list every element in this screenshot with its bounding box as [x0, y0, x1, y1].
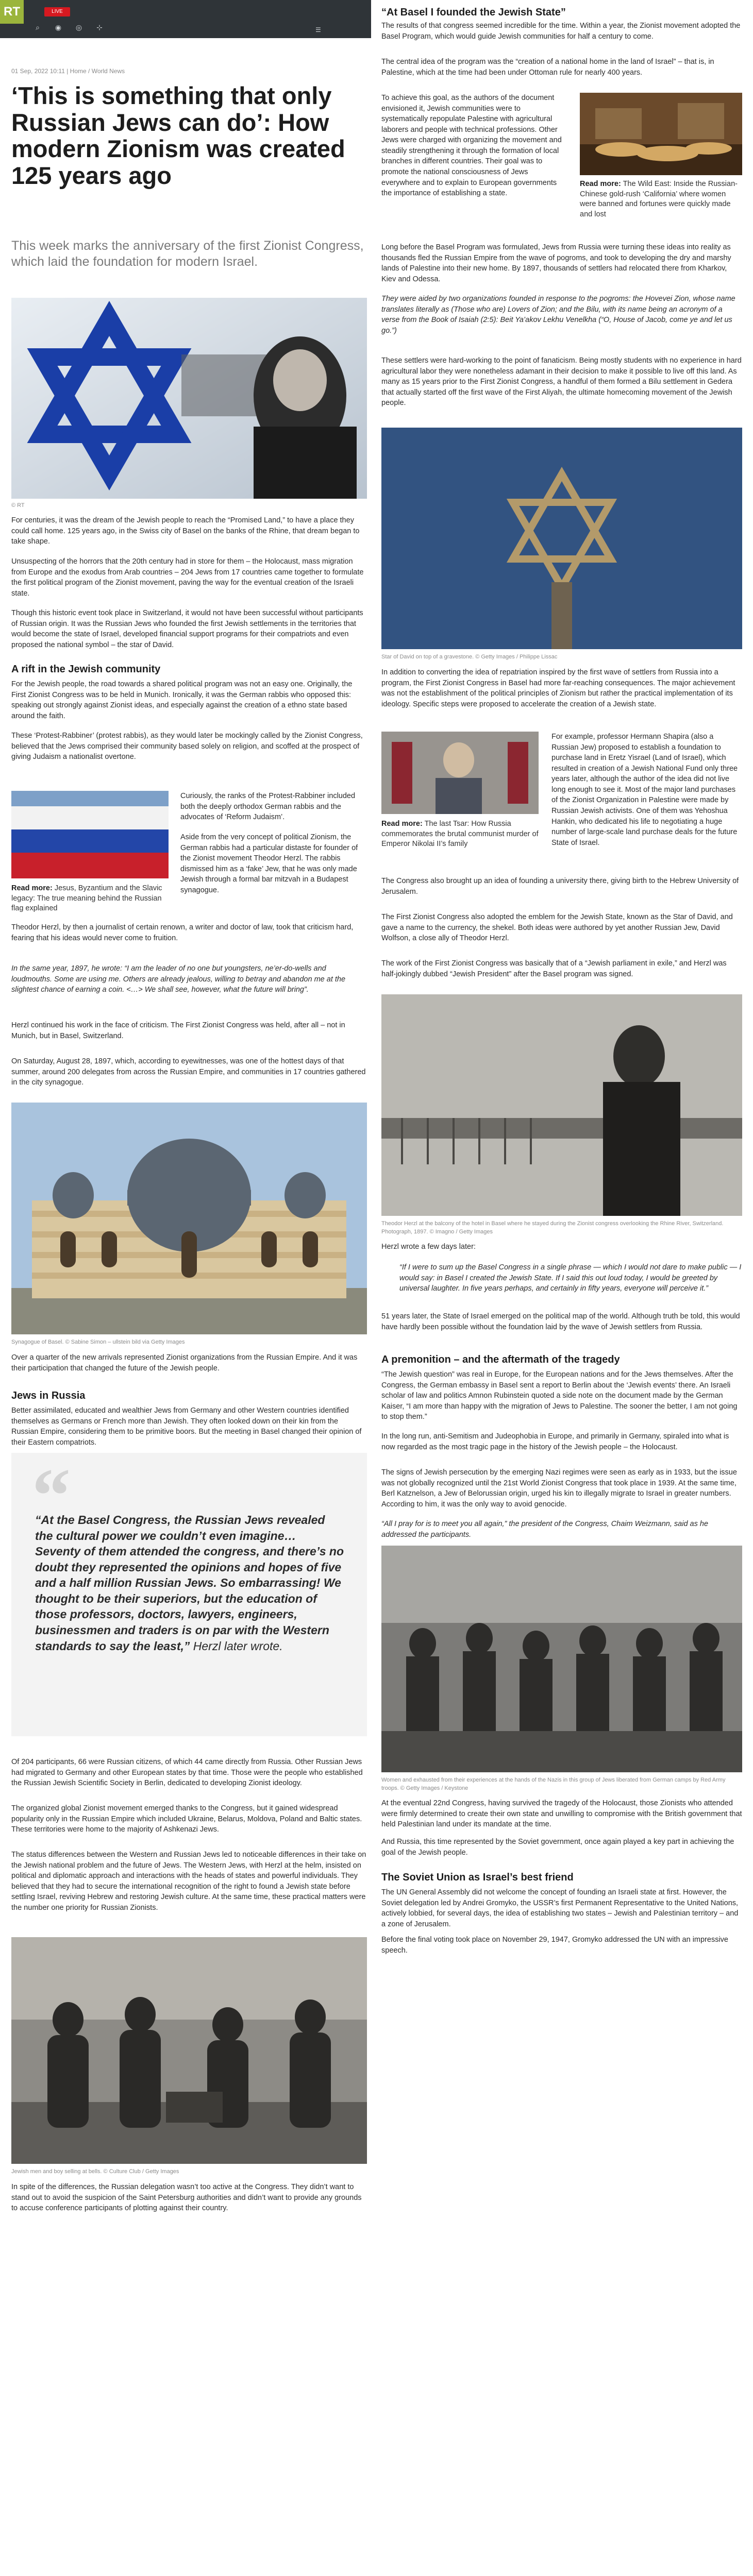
basel-paragraph-5: They were aided by two organizations founded in response to the pogroms: the Hovevei Zion, whose name translates literally as (Those who are) Lovers of Zion; and the Bilu, with its name being an acronym of a verse from the Book of Isaiah (2:5): Beit Ya’akov Lekhu Venelkha (“O, House of Jacob, come ye and let us go.”) [381, 295, 735, 335]
header-icons [33, 23, 104, 32]
section-heading-soviet: The Soviet Union as Israel’s best friend [381, 1872, 574, 1883]
rift-paragraph-3: Curiously, the ranks of the Protest-Rabbiner included both the deeply orthodox German rabbis and the advocates of ‘Reform Judaism’. [180, 792, 356, 822]
premonition-paragraph-3: The signs of Jewish persecution by the emerging Nazi regimes were seen as early as in 1933, but the issue was not globally recognized until the 21st World Zionist Congress that took place in 1939. At the same time, Berl Katznelson, a Jew of Belorussian origin, urged his kin to illegally migrate to Israel in greater numbers. According to him, it was the only way to avoid genocide. [381, 1468, 737, 1509]
basel-paragraph-13: 51 years later, the State of Israel emerged on the political map of the world. Although truth be told, this would have hardly been possible without the foundation laid by the wave of Jewish settlers from Russia. [381, 1312, 740, 1331]
synagogue-caption: Synagogue of Basel. © Sabine Simon – ullstein bild via Getty Images [11, 1339, 185, 1345]
soviet-paragraph-2: Before the final voting took place on November 29, 1947, Gromyko addressed the UN with an impressive speech. [381, 1936, 728, 1955]
basel-paragraph-12: Herzl wrote a few days later: [381, 1243, 476, 1251]
readmore-link-text[interactable]: The last Tsar: How Russia commemorates the brutal communist murder of Emperor Nikolai II’s family [381, 820, 539, 849]
rift-paragraph-8: On Saturday, August 28, 1897, which, according to eyewitnesses, was one of the hottest days of that summer, around 200 delegates from across the Russian Empire, and communities in 17 countries gathered in the city synagogue. [11, 1057, 366, 1087]
russia-paragraph-4: The status differences between the Western and Russian Jews led to noticeable differences in their take on the Jewish national problem and the future of Jews. The Western Jews, with Herzl at the helm, insisted on political and diplomatic approach and interactions with the heads of states and powerful individuals. They believed that they had to secure the international recognition of the right to found a Jewish state before settling Israel, reviving Hebrew and restoring Jewish culture. At the same time, these practical matters were the number one priority for Russian Zionists. [11, 1851, 366, 1912]
basel-paragraph-11: The work of the First Zionist Congress was basically that of a “Jewish parliament in exile,” and Herzl was half-jokingly dubbed “Jewish President” after the Basel program was signed. [381, 959, 727, 978]
readmore-label: Read more: [580, 180, 621, 188]
rift-paragraph-6: In the same year, 1897, he wrote: “I am the leader of no one but youngsters, ne’er-do-wells and loudmouths. Some are using me. Others are already jealous, willing to betray and abandon me at the slightest chance of earning a coin. <…> We shall see, however, what the future will bring”. [11, 964, 346, 994]
user-icon[interactable]: ◉ [55, 23, 62, 31]
readmore-goldrush[interactable] [580, 179, 742, 219]
basel-paragraph-4: Long before the Basel Program was formulated, Jews from Russia were turning these ideas into reality as thousands fled the Russian Empire from the wave of pogroms, and took to developing the dry and marshy lands of Palestine into their new home. By 1897, thousands of settlers had relocated there from Kharkov, Kiev and Odessa. [381, 243, 731, 283]
hero-caption: © RT [11, 502, 25, 509]
readmore-tsar[interactable] [381, 819, 539, 850]
russia-paragraph-3: The organized global Zionist movement emerged thanks to the Congress, but it gained widespread popularity only in the Russian Empire which included Ukraine, Belarus, Moldova, Poland and Baltic states. These territories were home to the majority of Ashkenazi Jews. [11, 1804, 362, 1834]
section-heading-premonition: A premonition – and the aftermath of the tragedy [381, 1354, 620, 1365]
menu-icon[interactable]: ☰ [315, 26, 321, 33]
search-icon[interactable]: ⌕ [36, 23, 40, 31]
pull-quote-text: “At the Basel Congress, the Russian Jews revealed the cultural power we couldn’t even imagine… Seventy of them attended the congress, and there’s no doubt they represented the opinions and hopes of five and a half million Russian Jews. So embarrassing! We thought to be their superiors, but the education of those professors, doctors, lawyers, engineers, businessmen and traders is on par with the Western standards to say the least,” [35, 1513, 344, 1653]
rt-logo[interactable]: RT [0, 0, 24, 24]
herzl-balcony-image [381, 994, 742, 1216]
star-caption: Star of David on top of a gravestone. © Getty Images / Philippe Lissac [381, 654, 558, 660]
russia-paragraph-2: Of 204 participants, 66 were Russian citizens, of which 44 came directly from Russia. Other Russian Jews had migrated to Germany and other European states by that time. Those were the people who established the Russian Jewish Scientific Society in Berlin, dedicated to developing Zionist ideology. [11, 1758, 363, 1788]
pull-quote-attribution: Herzl later wrote. [190, 1639, 283, 1653]
readmore-link-text[interactable]: Jesus, Byzantium and the Slavic legacy: The true meaning behind the Russian flag explained [11, 884, 162, 913]
article-date: 01 Sep, 2022 10:11 [11, 67, 65, 75]
section-heading-basel: “At Basel I founded the Jewish State” [381, 7, 566, 18]
basel-paragraph-1: The results of that congress seemed incredible for the time. Within a year, the Zionist movement adopted the Basel Program, which would guide Jewish communities for half a century to come. [381, 22, 741, 41]
rift-paragraph-5: Theodor Herzl, by then a journalist of certain renown, a writer and doctor of law, took that criticism hard, fearing that his ideas would never come to fruition. [11, 923, 354, 942]
basel-paragraph-8: For example, professor Hermann Shapira (also a Russian Jew) proposed to establish a foundation to purchase land in Eretz Yisrael (Land of Israel), which resulted in creation of a Jewish National Fund only three years later, although the author of the idea did not live long enough to see it. Most of the major land purchases of the Zionist Organization in Palestine were made by Russian Jewish activists. One of them was Yehoshua Hankin, who dedicated his life to negotiating a huge number of large-scale land purchase deals for the future State of Israel. [551, 733, 738, 847]
liberated-camp-image [381, 1546, 742, 1772]
herzl-caption: Theodor Herzl at the balcony of the hotel in Basel where he stayed during the Zionist congress overlooking the Rhine River, Switzerland. Photograph, 1897. © Imagno / Getty Images [381, 1221, 724, 1235]
quote-mark-icon: “ [32, 1453, 71, 1538]
camp-caption: Women and exhausted from their experiences at the hands of the Nazis in this group of Jews liberated from German camps by Red Army troops. © Getty Images / Keystone [381, 1777, 726, 1791]
live-button[interactable]: LIVE [44, 7, 70, 16]
intro-paragraph-1: For centuries, it was the dream of the Jewish people to reach the “Promised Land,” to have a place they could call home. 125 years ago, in the Swiss city of Basel on the banks of the Rhine, that dream began to take shape. [11, 516, 360, 546]
herzl-quote: “If I were to sum up the Basel Congress in a single phrase — which I would not dare to make public — I would say: in Basel I created the Jewish State. If I said this out loud today, I would be greeted by universal laughter. In five years perhaps, and certainly in fifty years, everyone will perceive it.” [399, 1263, 742, 1293]
basel-paragraph-9: The Congress also brought up an idea of founding a university there, giving birth to the Hebrew University of Jerusalem. [381, 877, 739, 896]
synagogue-image [11, 1103, 367, 1334]
readmore-link-text[interactable]: The Wild East: Inside the Russian-Chinese gold-rush ‘California’ where women were banned and fortunes were quickly made and lost [580, 180, 738, 218]
premonition-paragraph-4: “All I pray for is to meet you all again,” the president of the Congress, Chaim Weizmann, said as he addressed the participants. [381, 1520, 709, 1539]
globe-icon[interactable]: ◎ [75, 23, 82, 31]
readmore-label: Read more: [381, 820, 423, 828]
pull-quote [35, 1512, 344, 1654]
soviet-paragraph-1: The UN General Assembly did not welcome the concept of founding an Israeli state at first. However, the Soviet delegation led by Andrei Gromyko, the USSR’s first Permanent Representative to the United Nations, actively lobbied, for several days, the idea of establishing two states – Jewish and Palestinian territory – and a zone of Jerusalem. [381, 1888, 739, 1928]
section-heading-rift: A rift in the Jewish community [11, 664, 161, 675]
rift-paragraph-4: Aside from the very concept of political Zionism, the German rabbis had a particular distaste for founder of the Zionist movement Theodor Herzl. The rabbis dismissed him as a ‘fake’ Jew, that he was only made Jewish through a formal bar mitzvah in a Budapest synagogue. [180, 833, 358, 894]
section-heading-jews-in-russia: Jews in Russia [11, 1390, 86, 1401]
readmore-flag[interactable] [11, 884, 169, 914]
basel-paragraph-6: These settlers were hard-working to the point of fanaticism. Being mostly students with no experience in hard agricultural labor they were nonetheless adamant in their decision to make it possible to live off this land. As many as 15 years prior to the First Zionist Congress, a handful of them formed a Bilu settlement in Gedera that actually started off the first wave of the First Aliyah, the ultimate homecoming movement of the Jewish people. [381, 357, 742, 408]
basel-paragraph-3: To achieve this goal, as the authors of the document envisioned it, Jewish communities were to systematically repopulate Palestine with agricultural laborers and people with technical professions. Other Jews were charged with organizing the movement and steadily strengthening it through the formation of local branches in different countries. Their goal was to promote the national consciousness of Jews everywhere and to explain to European governments the importance of establishing a state. [381, 94, 562, 198]
premonition-paragraph-1: “The Jewish question” was real in Europe, for the European nations and for the Jews themselves. After the Congress, the German embassy in Basel sent a report to Berlin about the ‘Jewish events’ there. An Israeli scholar of law and politics Amnon Rubinstein quoted a side note on the document made by the German Kaiser, “I am more than happy with the migration of Jews to Palestine. The sooner the better, I am not going to stop them.” [381, 1370, 738, 1421]
russia-paragraph-1: Better assimilated, educated and wealthier Jews from Germany and other Western countries identified themselves as Germans or French more than Jewish. They often looked down on their kin from the Russian Empire, considering them to be primitive boors. But the meeting in Basel changed their opinion of their Eastern compatriots. [11, 1406, 362, 1447]
market-caption: Jewish men and boy selling at bells. © Culture Club / Getty Images [11, 2168, 179, 2175]
intro-paragraph-3: Though this historic event took place in Switzerland, it would not have been successful without participants of Russian origin. It was the Russian Jews who founded the first Jewish settlements in the territories that would become the state of Israel, developed financial support programs for their compatriots and even proposed the national symbol – the star of David. [11, 609, 363, 649]
rift-paragraph-7: Herzl continued his work in the face of criticism. The First Zionist Congress was held, after all – not in Munich, but in Basel, Switzerland. [11, 1021, 345, 1040]
star-of-david-image [381, 428, 742, 649]
premonition-paragraph-5: At the eventual 22nd Congress, having survived the tragedy of the Holocaust, those Zionists who attended were firmly determined to create their own state and unwilling to compromise with the British government that held Palestinian land under its mandate at the time. [381, 1799, 742, 1829]
premonition-paragraph-2: In the long run, anti-Semitism and Judeophobia in Europe, and primarily in Germany, spiraled into what is now regarded as the most tragic page in the history of the Jewish people – the Holocaust. [381, 1432, 729, 1451]
intro-paragraph-2: Unsuspecting of the horrors that the 20th century had in store for them – the Holocaust, mass migration from Europe and the exodus from Arab countries – 204 Jews from 17 countries came together to formulate the first political program of the Zionist movement, paving the way for the eventual creation of the Israeli state. [11, 557, 364, 598]
market-image [11, 1937, 367, 2164]
hero-image [11, 298, 367, 499]
readmore-goldrush-image[interactable] [580, 93, 742, 175]
russia-paragraph-5: In spite of the differences, the Russian delegation wasn’t too active at the Congress. They didn’t want to stand out to avoid the suspicion of the Saint Petersburg authorities and didn’t want to provide any grounds to accuse conference participants of plotting against their country. [11, 2183, 362, 2213]
breadcrumb-section[interactable]: World News [91, 67, 125, 75]
rift-paragraph-1: For the Jewish people, the road towards a shared political program was not an easy one. Originally, the First Zionist Congress was to be held in Munich. Ironically, it was the German rabbis who opposed this: speaking out strongly against Zionist ideas, and especially against the creation of a ethno state based around the faith. [11, 680, 353, 720]
article-meta: 01 Sep, 2022 10:11 | Home / World News [11, 67, 125, 75]
article-subtitle: This week marks the anniversary of the first Zionist Congress, which laid the foundation for modern Israel. [11, 239, 364, 269]
basel-paragraph-7: In addition to converting the idea of repatriation inspired by the first wave of settlers from Russia into a program, the First Zionist Congress in Basel had more far-reaching consequences. The major achievement was not the establishment of the political principles of Zionism but rather the practical implementation of its ideology. Specific steps were proposed to accelerate the creation of a Jewish state. [381, 668, 735, 708]
premonition-paragraph-6: And Russia, this time represented by the Soviet government, once again played a key part in achieving the goal of the Jewish people. [381, 1838, 734, 1857]
breadcrumb-home[interactable]: Home [70, 67, 87, 75]
basel-paragraph-10: The First Zionist Congress also adopted the emblem for the Jewish State, known as the Star of David, and gave a name to the currency, the shekel. Both ideas were authored by yet another Russian Jew, David Wolfson, a close ally of Theodor Herzl. [381, 913, 733, 943]
rift-paragraph-2: These ‘Protest-Rabbiner’ (protest rabbis), as they would later be mockingly called by the Zionist Congress, believed that the Jews comprised their community based solely on religion, and scoffed at the prospect of giving Judaism a nationalist overtone. [11, 732, 363, 761]
readmore-tsar-image[interactable] [381, 732, 539, 814]
readmore-flag-image[interactable] [11, 791, 169, 878]
rift-paragraph-9: Over a quarter of the new arrivals represented Zionist organizations from the Russian Empire. And it was their participation that changed the future of the Jewish people. [11, 1353, 358, 1372]
page-title: ‘This is something that only Russian Jews can do’: How modern Zionism was created 125 years ago [11, 82, 345, 190]
basel-paragraph-2: The central idea of the program was the “creation of a national home in the land of Israel” – that is, in Palestine, which at the time had been under Ottoman rule for nearly 400 years. [381, 58, 714, 77]
share-icon[interactable]: ⊹ [96, 23, 103, 31]
readmore-label: Read more: [11, 884, 53, 892]
